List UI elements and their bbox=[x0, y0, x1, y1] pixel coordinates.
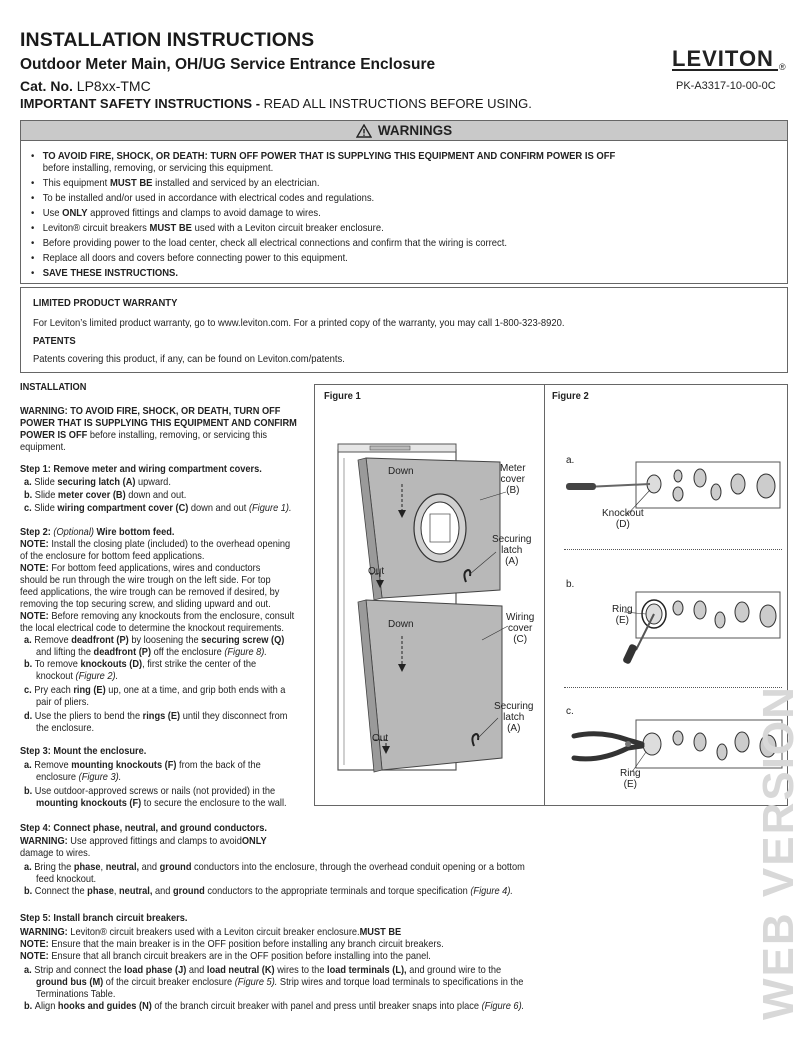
instruction-line bbox=[20, 550, 204, 562]
instruction-line bbox=[20, 562, 260, 574]
instruction-text: damage to wires. bbox=[20, 847, 91, 859]
instruction-line bbox=[24, 634, 284, 646]
bold-term: ground bus (M) bbox=[36, 976, 104, 988]
instruction-line bbox=[36, 646, 267, 658]
instruction-text: down and out bbox=[188, 502, 249, 514]
instruction-text: of the branch circuit breaker with panel and press until breaker snaps into place bbox=[151, 1000, 482, 1012]
instruction-text: should be run through the wire trough on the left side. For top bbox=[20, 574, 271, 586]
warning-bold-text: ONLY bbox=[62, 207, 88, 219]
bold-term: Wire bottom feed. bbox=[93, 526, 175, 538]
bold-term: mounting knockouts (F) bbox=[71, 759, 177, 771]
step-heading bbox=[20, 417, 297, 429]
instruction-text: to secure the enclosure to the wall. bbox=[141, 797, 287, 809]
instruction-line bbox=[36, 988, 115, 1000]
instruction-line bbox=[36, 722, 94, 734]
figure1-securing-latch-label-2: Securing latch (A) bbox=[494, 701, 534, 734]
bold-term: ring (E) bbox=[73, 684, 106, 696]
instruction-text: Use outdoor-approved screws or nails (not provided) in the bbox=[34, 785, 276, 797]
instruction-line bbox=[36, 976, 523, 988]
instruction-line bbox=[20, 847, 90, 859]
figure-reference: (Figure 4). bbox=[470, 885, 513, 897]
catalog-label: Cat. No. bbox=[20, 78, 73, 94]
instruction-text: approved fittings and clamps to avoid bbox=[89, 835, 242, 847]
step-letter: a. bbox=[24, 759, 35, 771]
instruction-text: the local electrical code to determine the knockout requirements. bbox=[20, 622, 284, 634]
figure-reference: (Figure 5). bbox=[234, 976, 278, 988]
step-letter: b. bbox=[24, 489, 35, 501]
instruction-text: and bbox=[152, 885, 173, 897]
step-letter: a. bbox=[24, 861, 35, 873]
warning-item bbox=[31, 252, 348, 264]
instruction-text: For bottom feed applications, wires and conductors bbox=[48, 562, 261, 574]
bold-term: wiring compartment cover (C) bbox=[57, 502, 189, 514]
instruction-text: Strip and connect the bbox=[34, 964, 125, 976]
bold-term: POWER IS OFF bbox=[20, 429, 88, 441]
instruction-line bbox=[24, 658, 256, 670]
instruction-text: Use the pliers to bend the bbox=[34, 710, 143, 722]
step-letter: c. bbox=[24, 684, 35, 696]
bullet-icon: • bbox=[31, 252, 35, 264]
instruction-text: , first strike the center of the bbox=[142, 658, 257, 670]
bold-term: hooks and guides (N) bbox=[57, 1000, 152, 1012]
instruction-text: knockout bbox=[36, 670, 76, 682]
bold-term: NOTE: bbox=[20, 938, 49, 950]
instruction-line bbox=[24, 885, 513, 897]
instruction-text: Connect the bbox=[34, 885, 88, 897]
warnings-header bbox=[21, 121, 787, 141]
instruction-line bbox=[24, 476, 171, 488]
figure-reference: (Figure 8). bbox=[224, 646, 267, 658]
instruction-line bbox=[20, 622, 284, 634]
bold-term: load terminals (L), bbox=[327, 964, 407, 976]
instruction-line bbox=[20, 441, 66, 453]
instruction-text: removing the top securing screw, and sliding upward and out. bbox=[20, 598, 271, 610]
instruction-text: To remove bbox=[34, 658, 81, 670]
logo-text: LEVITON bbox=[672, 46, 774, 71]
figure1-out-label-2: Out bbox=[372, 733, 389, 744]
catalog-value: LP8xx-TMC bbox=[76, 78, 151, 94]
bold-term: MUST BE bbox=[359, 926, 402, 938]
instruction-text: Step 2: bbox=[20, 526, 54, 538]
instruction-text: down and out. bbox=[125, 489, 187, 501]
instruction-line bbox=[20, 598, 271, 610]
bold-term: mounting knockouts (F) bbox=[36, 797, 142, 809]
instruction-text: of the circuit breaker enclosure bbox=[103, 976, 235, 988]
instruction-line bbox=[20, 610, 294, 622]
warnings-heading: WARNINGS bbox=[377, 123, 453, 138]
instruction-text: Ensure that all branch circuit breakers are in the OFF position before installing into the panel. bbox=[48, 950, 431, 962]
step-letter: a. bbox=[24, 634, 35, 646]
warning-item bbox=[31, 162, 273, 174]
instruction-line bbox=[20, 429, 267, 441]
instruction-text: feed applications, the wire trough can be removed if desired, by bbox=[20, 586, 280, 598]
instruction-line bbox=[24, 964, 501, 976]
bold-term: phase bbox=[73, 861, 101, 873]
figure2-separator-1 bbox=[564, 549, 782, 550]
warning-text: approved fittings and clamps to avoid damage to wires. bbox=[87, 207, 321, 219]
warning-triangle-icon bbox=[356, 124, 372, 138]
step-heading bbox=[20, 745, 146, 757]
instruction-text: upward. bbox=[135, 476, 171, 488]
instruction-text: Remove bbox=[34, 634, 72, 646]
instruction-line bbox=[20, 538, 290, 550]
instruction-text: POWER THAT IS SUPPLYING THIS EQUIPMENT AND CONFIRM bbox=[20, 417, 297, 429]
part-number: PK-A3317-10-00-0C bbox=[676, 80, 776, 92]
bold-term: ground bbox=[159, 861, 192, 873]
instruction-line bbox=[24, 489, 186, 501]
bold-term: securing latch (A) bbox=[57, 476, 136, 488]
bold-term: phase bbox=[87, 885, 114, 897]
instruction-line bbox=[24, 861, 525, 873]
instruction-line bbox=[24, 710, 287, 722]
document-subtitle: Outdoor Meter Main, OH/UG Service Entrance Enclosure bbox=[20, 56, 436, 73]
bold-term: ground bbox=[172, 885, 205, 897]
instruction-text: Use bbox=[67, 835, 90, 847]
bullet-icon: • bbox=[31, 207, 35, 219]
instruction-text: wires to the bbox=[274, 964, 328, 976]
instruction-text: off the enclosure bbox=[151, 646, 225, 658]
instruction-line bbox=[36, 696, 89, 708]
instruction-text: Install the closing plate (included) to the overhead opening bbox=[48, 538, 291, 550]
warning-item bbox=[31, 150, 615, 162]
instruction-text: Align bbox=[34, 1000, 58, 1012]
instruction-line bbox=[24, 502, 292, 514]
instruction-text: used with a Leviton circuit breaker enclosure. bbox=[174, 926, 360, 938]
bullet-icon: • bbox=[31, 177, 35, 189]
instruction-text: from the back of the bbox=[176, 759, 261, 771]
figure2-separator-2 bbox=[564, 687, 782, 688]
instruction-line bbox=[20, 950, 431, 962]
patents-text: Patents covering this product, if any, can be found on Leviton.com/patents. bbox=[33, 353, 345, 365]
instruction-text: of the enclosure for bottom feed applications. bbox=[20, 550, 205, 562]
instruction-text: and lifting the bbox=[36, 646, 94, 658]
instruction-line bbox=[36, 797, 287, 809]
instruction-text: equipment. bbox=[20, 441, 66, 453]
step-letter: b. bbox=[24, 1000, 35, 1012]
instruction-text: Bring the bbox=[34, 861, 74, 873]
bold-term: NOTE: bbox=[20, 538, 49, 550]
step-letter: b. bbox=[24, 785, 35, 797]
bold-term: WARNING: bbox=[20, 835, 68, 847]
warning-text: installed and serviced by an electrician. bbox=[152, 177, 320, 189]
figure2b-ring-drawing bbox=[566, 586, 786, 666]
instruction-line bbox=[20, 835, 267, 847]
instruction-line bbox=[20, 926, 401, 938]
instruction-text: Strip wires and torque load terminals to specifications in the bbox=[277, 976, 524, 988]
warning-text: To be installed and/or used in accordance with electrical codes and regulations. bbox=[42, 192, 375, 204]
bullet-icon: • bbox=[31, 267, 35, 279]
web-version-watermark: WEB VERSION bbox=[754, 685, 803, 1020]
instruction-text: by loosening the bbox=[128, 634, 202, 646]
warranty-box bbox=[20, 287, 788, 373]
instruction-text: Step 5: Install branch circuit breakers. bbox=[20, 912, 188, 924]
instruction-text: up, one at a time, and grip both ends with a bbox=[105, 684, 286, 696]
step-heading bbox=[20, 463, 262, 475]
instruction-line bbox=[24, 1000, 524, 1012]
bold-term: meter cover (B) bbox=[57, 489, 126, 501]
instruction-text: Leviton® circuit breakers bbox=[67, 926, 175, 938]
instruction-text: Step 1: Remove meter and wiring compartment covers. bbox=[20, 463, 262, 475]
figure1-meter-cover-label: Meter cover (B) bbox=[500, 463, 526, 496]
warning-item bbox=[31, 267, 178, 279]
instruction-text: and bbox=[139, 861, 160, 873]
figure2-label: Figure 2 bbox=[552, 390, 589, 402]
instruction-text: conductors into the enclosure, through the overhead conduit opening or a bottom bbox=[191, 861, 525, 873]
logo-registered: ® bbox=[779, 62, 786, 72]
instruction-text: pair of pliers. bbox=[36, 696, 89, 708]
step-heading bbox=[20, 405, 280, 417]
instruction-line bbox=[36, 873, 96, 885]
document-title: INSTALLATION INSTRUCTIONS bbox=[20, 29, 315, 51]
step-letter: c. bbox=[24, 502, 35, 514]
step-letter: d. bbox=[24, 710, 35, 722]
instruction-line bbox=[24, 785, 275, 797]
catalog-number bbox=[20, 78, 151, 94]
warning-text: This equipment bbox=[42, 177, 110, 189]
bold-term: NOTE: bbox=[20, 950, 49, 962]
warning-bold-text: TO AVOID FIRE, SHOCK, OR DEATH: TURN OFF POWER THAT IS SUPPLYING THIS EQUIPMENT AND CONFIRM POWER IS OFF bbox=[42, 150, 616, 162]
bullet-icon: • bbox=[31, 237, 35, 249]
step-heading bbox=[20, 526, 174, 538]
instruction-text: before installing, removing, or servicing this bbox=[87, 429, 268, 441]
bold-term: WARNING: bbox=[20, 926, 68, 938]
instruction-line bbox=[20, 586, 279, 598]
warranty-heading: LIMITED PRODUCT WARRANTY bbox=[33, 297, 178, 309]
figure2-step-a: a. bbox=[566, 455, 575, 466]
bold-term: rings (E) bbox=[142, 710, 181, 722]
warning-bold-text: MUST BE bbox=[109, 177, 153, 189]
instruction-text: Slide bbox=[34, 489, 58, 501]
warning-text: Use bbox=[42, 207, 63, 219]
bold-term: ONLY bbox=[241, 835, 267, 847]
bold-term: neutral, bbox=[105, 861, 140, 873]
figure2-step-b: b. bbox=[566, 579, 575, 590]
important-safety-line bbox=[20, 96, 532, 111]
instruction-line bbox=[24, 759, 261, 771]
instruction-line bbox=[36, 771, 121, 783]
instruction-text: feed knockout. bbox=[36, 873, 97, 885]
leviton-logo bbox=[672, 44, 790, 74]
instruction-text: enclosure bbox=[36, 771, 79, 783]
instruction-text: and bbox=[186, 964, 207, 976]
step-heading bbox=[20, 822, 267, 834]
bullet-icon: • bbox=[31, 150, 35, 162]
bold-term: neutral, bbox=[119, 885, 153, 897]
figure-reference: (Figure 1). bbox=[248, 502, 292, 514]
figure2-step-c: c. bbox=[566, 706, 574, 717]
instruction-text: Step 4: Connect phase, neutral, and ground conductors. bbox=[20, 822, 267, 834]
instruction-line bbox=[20, 574, 271, 586]
warnings-box bbox=[20, 120, 788, 284]
instruction-text: Slide bbox=[34, 476, 58, 488]
bullet-icon: • bbox=[31, 222, 35, 234]
warning-item bbox=[31, 177, 320, 189]
warning-text: Before providing power to the load center, check all electrical connections and confirm that the wiring is correct. bbox=[42, 237, 508, 249]
instruction-text: Step 3: Mount the enclosure. bbox=[20, 745, 147, 757]
figure-reference: (Figure 2). bbox=[75, 670, 119, 682]
patents-heading: PATENTS bbox=[33, 335, 76, 347]
warning-item bbox=[31, 192, 374, 204]
warning-bold-text: SAVE THESE INSTRUCTIONS. bbox=[42, 267, 178, 279]
bold-term: NOTE: bbox=[20, 562, 49, 574]
figure-reference: (Figure 6). bbox=[481, 1000, 525, 1012]
instruction-text: conductors to the appropriate terminals and torque specification bbox=[204, 885, 471, 897]
figures-divider bbox=[544, 384, 545, 806]
figure2-ring-label-1: Ring (E) bbox=[612, 604, 633, 626]
instruction-line bbox=[24, 684, 285, 696]
bullet-icon: • bbox=[31, 192, 35, 204]
figure2a-knockout-drawing bbox=[566, 456, 786, 528]
instruction-italic: (Optional) bbox=[53, 526, 94, 538]
bold-term: deadfront (P) bbox=[93, 646, 152, 658]
instruction-text: , bbox=[113, 885, 120, 897]
instruction-text: Slide bbox=[34, 502, 58, 514]
warning-text: before installing, removing, or servicing this equipment. bbox=[42, 162, 274, 174]
step-letter: a. bbox=[24, 476, 35, 488]
instruction-text: , bbox=[100, 861, 106, 873]
instruction-line bbox=[20, 938, 444, 950]
warning-item bbox=[31, 207, 321, 219]
instruction-text: Ensure that the main breaker is in the OFF position before installing any branch circuit breakers. bbox=[48, 938, 444, 950]
warning-text: Leviton® circuit breakers bbox=[42, 222, 150, 234]
step-letter: b. bbox=[24, 658, 35, 670]
step-heading bbox=[20, 912, 187, 924]
instruction-text: WARNING: TO AVOID FIRE, SHOCK, OR DEATH, TURN OFF bbox=[20, 405, 281, 417]
bold-term: securing screw (Q) bbox=[201, 634, 285, 646]
bold-term: load neutral (K) bbox=[206, 964, 275, 976]
step-letter: b. bbox=[24, 885, 35, 897]
important-label: IMPORTANT SAFETY INSTRUCTIONS - bbox=[20, 96, 261, 111]
instruction-text: Terminations Table. bbox=[36, 988, 116, 1000]
instruction-text: and ground wire to the bbox=[406, 964, 502, 976]
bold-term: knockouts (D) bbox=[80, 658, 143, 670]
figure2-ring-label-2: Ring (E) bbox=[620, 768, 641, 790]
figure1-wiring-cover-label: Wiring cover (C) bbox=[506, 612, 535, 645]
figure1-down-label-1: Down bbox=[388, 466, 414, 477]
instruction-text: Pry each bbox=[34, 684, 74, 696]
warning-bold-text: MUST BE bbox=[149, 222, 192, 234]
installation-heading: INSTALLATION bbox=[20, 381, 87, 393]
important-text: READ ALL INSTRUCTIONS BEFORE USING. bbox=[263, 96, 532, 111]
instruction-text: Remove bbox=[34, 759, 72, 771]
bold-term: NOTE: bbox=[20, 610, 49, 622]
warning-item bbox=[31, 237, 507, 249]
instruction-text: until they disconnect from bbox=[180, 710, 288, 722]
instruction-line bbox=[36, 670, 118, 682]
warning-item bbox=[31, 222, 384, 234]
instruction-text: the enclosure. bbox=[36, 722, 95, 734]
warning-text: Replace all doors and covers before connecting power to this equipment. bbox=[42, 252, 348, 264]
figure1-securing-latch-label-1: Securing latch (A) bbox=[492, 534, 532, 567]
figure2-knockout-label: Knockout (D) bbox=[602, 508, 644, 530]
bold-term: load phase (J) bbox=[124, 964, 187, 976]
step-letter: a. bbox=[24, 964, 35, 976]
figure1-label: Figure 1 bbox=[324, 390, 361, 402]
warning-text: used with a Leviton circuit breaker enclosure. bbox=[191, 222, 384, 234]
figure1-down-label-2: Down bbox=[388, 619, 414, 630]
warranty-text: For Leviton’s limited product warranty, go to www.leviton.com. For a printed copy of the warranty, you may call 1-800-323-8920. bbox=[33, 317, 565, 329]
bold-term: deadfront (P) bbox=[71, 634, 129, 646]
figure1-out-label-1: Out bbox=[368, 566, 385, 577]
instruction-text: Before removing any knockouts from the enclosure, consult bbox=[48, 610, 295, 622]
figure-reference: (Figure 3). bbox=[78, 771, 122, 783]
